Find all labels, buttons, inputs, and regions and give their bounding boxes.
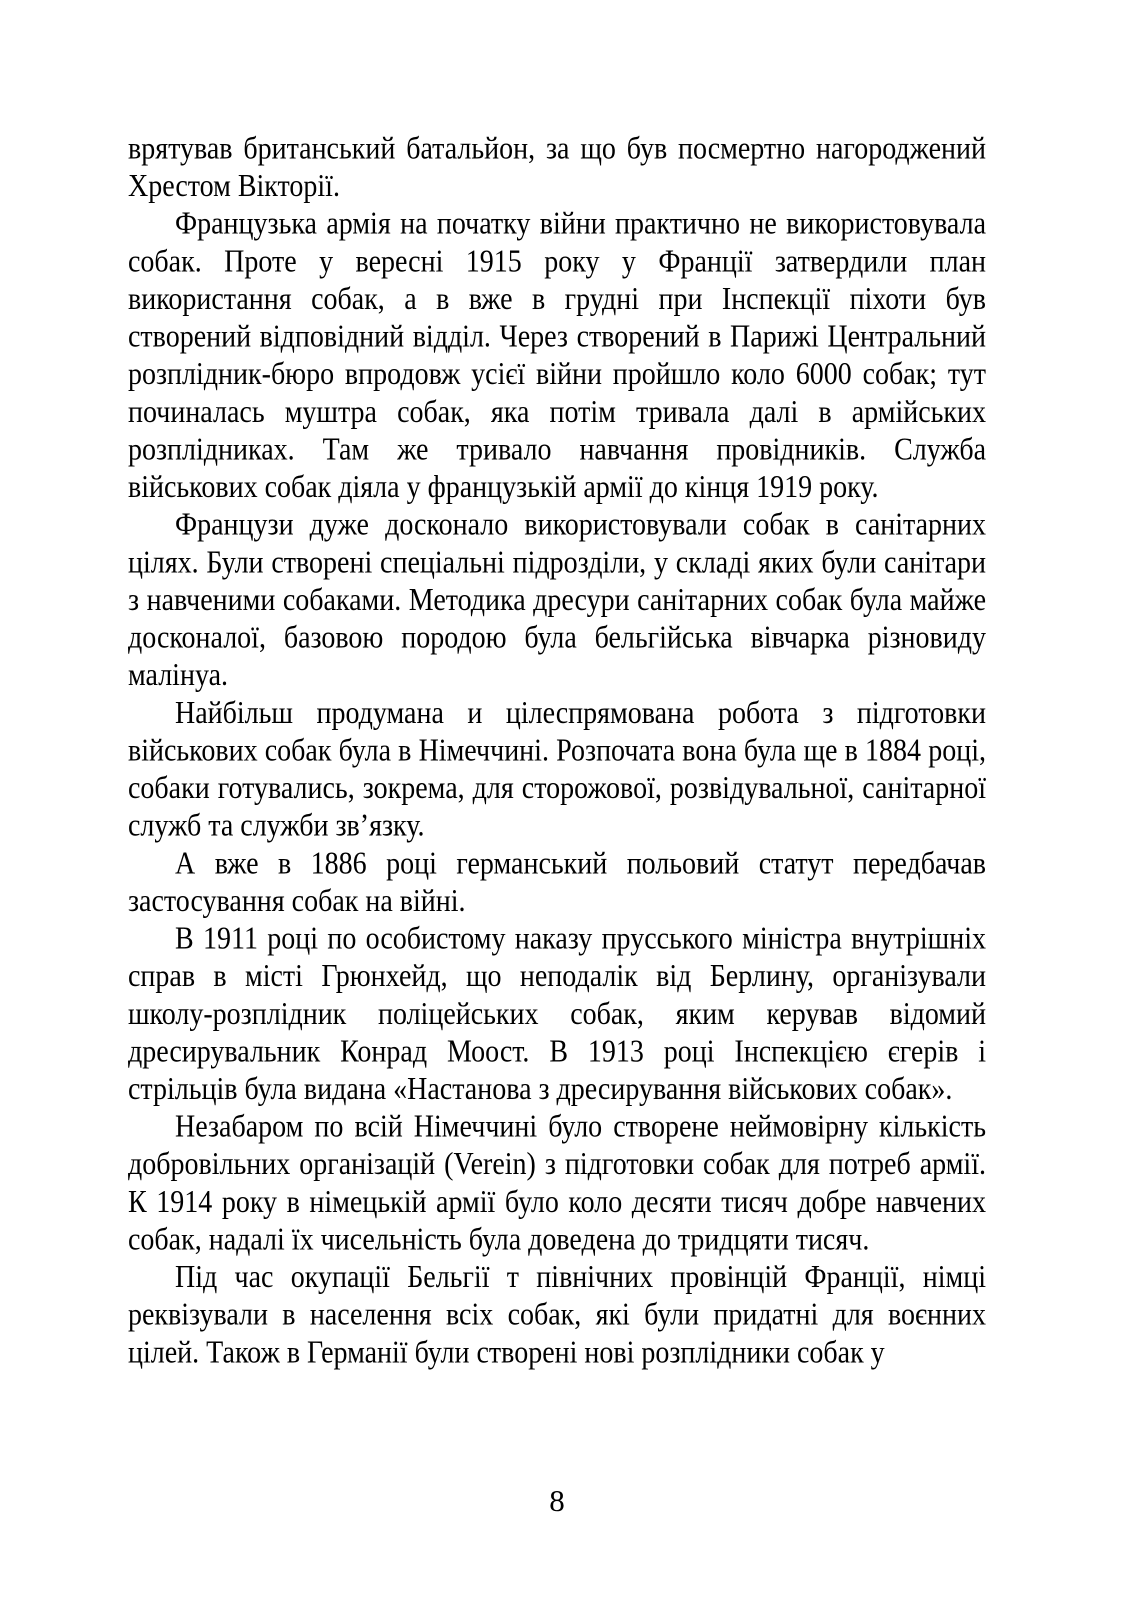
paragraph: Найбільш продумана и цілеспрямована робота з підготовки військових собак була в Німеччині. Розпочата вона була ще в 1884 році, собаки готувались, зокрема, для сторожової, розвідувальної, санітарної служб та служби зв’язку. (128, 695, 986, 844)
paragraph: Французи дуже досконало використовували собак в санітарних цілях. Були створені спеціальні підрозділи, у складі яких були санітари з навченими собаками. Методика дресури санітарних собак була майже досконалої, базовою породою була бельгійська вівчарка різновиду малінуа. (128, 507, 986, 694)
paragraph: Під час окупації Бельгії т північних провінцій Франції, німці реквізували в населення всіх собак, які були придатні для воєнних цілей. Також в Германії були створені нові розплідники собак у (128, 1259, 986, 1371)
paragraph: врятував британський батальйон, за що був посмертно нагороджений Хрестом Вікторії. (128, 131, 986, 205)
paragraph: В 1911 році по особистому наказу прусського міністра внутрішніх справ в місті Грюнхейд, що неподалік від Берлину, організували школу-розплідник поліцейських собак, яким керував відомий дресирувальник Конрад Моост. В 1913 році Інспекцією єгерів і стрільців була видана «Настанова з дресирування військових собак». (128, 921, 986, 1107)
paragraph: Незабаром по всій Німеччині було створене неймовірну кількість добровільних організацій (Verein) з підготовки собак для потреб армії. К 1914 року в німецькій армії було коло десяти тисяч добре навчених собак, надалі їх чисельність була доведена до тридцяти тисяч. (128, 1109, 986, 1258)
page-text (128, 130, 986, 1371)
paragraph: А вже в 1886 році германський польовий статут передбачав застосування собак на війні. (128, 845, 986, 919)
paragraph: Французька армія на початку війни практично не використовувала собак. Проте у вересні 1915 року у Франції затвердили план використання собак, а в вже в грудні при Інспекції піхоти був створений відповідний відділ. Через створений в Парижі Центральний розплідник-бюро впродовж усієї війни пройшло коло 6000 собак; тут починалась муштра собак, яка потім тривала далі в армійських розплідниках. Там же тривало навчання провідників. Служба військових собак діяла у французькій армії до кінця 1919 року. (128, 206, 986, 506)
page-number: 8 (549, 1483, 565, 1518)
